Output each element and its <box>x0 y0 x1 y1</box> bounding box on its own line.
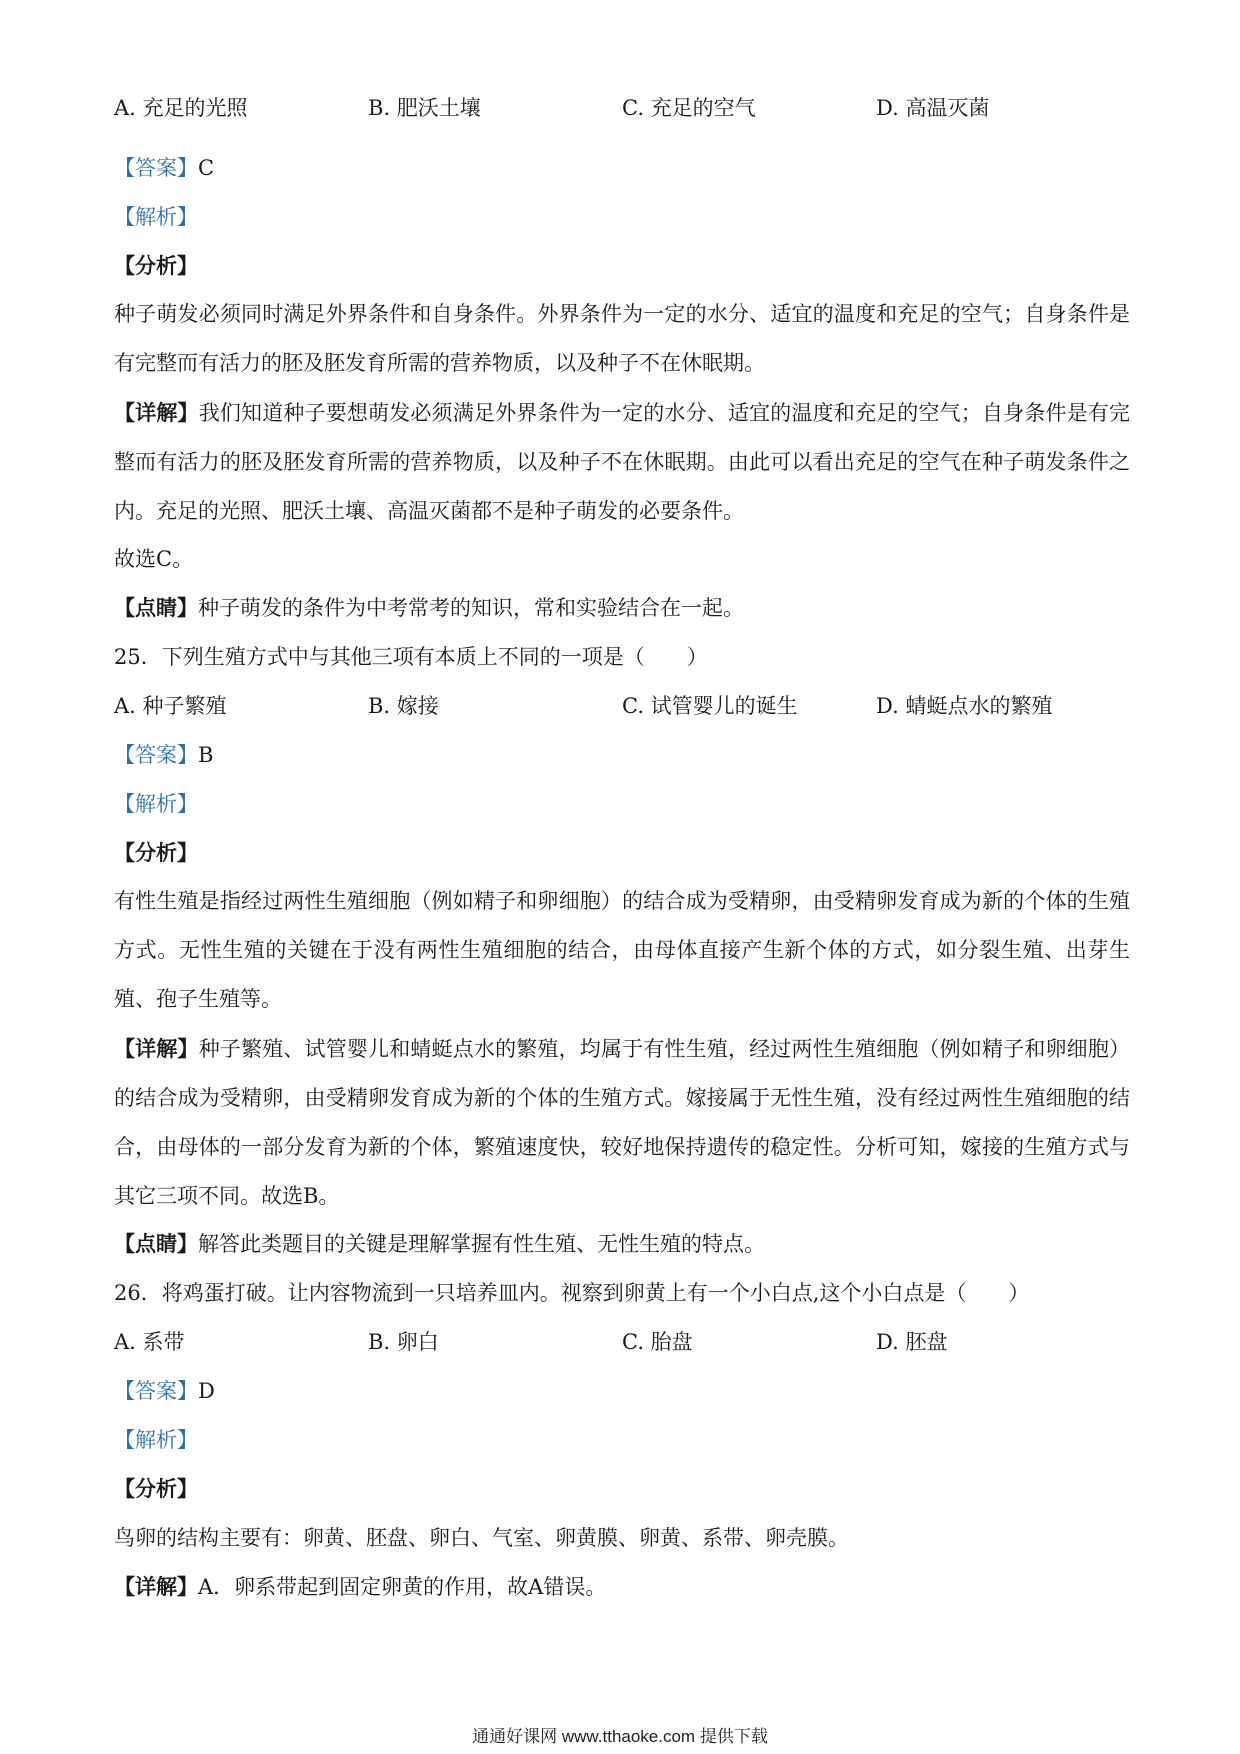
q26-question: 26．将鸡蛋打破。让内容物流到一只培养皿内。视察到卵黄上有一个小白点,这个小白点是（ ） <box>114 1281 1030 1305</box>
answer-value: D <box>198 1379 215 1403</box>
comment-tag: 【点睛】 <box>114 1231 198 1256</box>
page-footer: 通通好课网 www.tthaoke.com 提供下载 <box>472 1727 768 1746</box>
detail-tag: 【详解】 <box>114 1036 199 1061</box>
q26-option-b: B. 卵白 <box>368 1330 439 1354</box>
detail-text: A．卵系带起到固定卵黄的作用，故A错误。 <box>198 1575 607 1599</box>
answer-tag: 【答案】 <box>114 1379 198 1403</box>
q24-analysis-tag: 【解析】 <box>114 205 198 229</box>
q25-analysis-tag: 【解析】 <box>114 792 198 816</box>
q25-option-d: D. 蜻蜓点水的繁殖 <box>876 694 1053 718</box>
q25-option-b: B. 嫁接 <box>368 694 439 718</box>
q24-answer <box>114 154 214 182</box>
detail-text: 我们知道种子要想萌发必须满足外界条件为一定的水分、适宜的温度和充足的空气；自身条件是有完整而有活力的胚及胚发育所需的营养物质，以及种子不在休眠期。由此可以看出充足的空气在种子萌发条件之内。充足的光照、肥沃土壤、高温灭菌都不是种子萌发的必要条件。 <box>114 401 1131 523</box>
q26-analysis-tag: 【解析】 <box>114 1428 198 1452</box>
q26-option-c: C. 胎盘 <box>622 1330 693 1354</box>
q25-option-c: C. 试管婴儿的诞生 <box>622 694 798 718</box>
q25-fenxi-tag: 【分析】 <box>114 840 198 865</box>
q24-option-a: A. 充足的光照 <box>114 96 248 120</box>
q26-option-a: A. 系带 <box>114 1330 185 1354</box>
q25-comment <box>114 1230 765 1258</box>
detail-tag: 【详解】 <box>114 1574 198 1599</box>
q25-fenxi: 有性生殖是指经过两性生殖细胞（例如精子和卵细胞）的结合成为受精卵，由受精卵发育成为新的个体的生殖方式。无性生殖的关键在于没有两性生殖细胞的结合，由母体直接产生新个体的方式，如分裂生殖、出芽生殖、孢子生殖等。 <box>114 889 1130 1011</box>
q26-option-d: D. 胚盘 <box>876 1330 948 1354</box>
comment-text: 解答此类题目的关键是理解掌握有性生殖、无性生殖的特点。 <box>198 1232 765 1256</box>
comment-tag: 【点睛】 <box>114 595 198 620</box>
detail-tag: 【详解】 <box>114 400 199 425</box>
answer-value: B <box>198 743 214 767</box>
q26-answer <box>114 1377 215 1405</box>
detail-text: 种子繁殖、试管婴儿和蜻蜓点水的繁殖，均属于有性生殖，经过两性生殖细胞（例如精子和卵细胞）的结合成为受精卵，由受精卵发育成为新的个体的生殖方式。嫁接属于无性生殖，没有经过两性生殖细胞的结合，由母体的一部分发育为新的个体，繁殖速度快，较好地保持遗传的稳定性。分析可知，嫁接的生殖方式与其它三项不同。故选B。 <box>114 1037 1131 1208</box>
q24-detail <box>114 388 1130 536</box>
q24-comment <box>114 594 744 622</box>
q25-option-a: A. 种子繁殖 <box>114 694 227 718</box>
q25-answer <box>114 741 213 769</box>
comment-text: 种子萌发的条件为中考常考的知识，常和实验结合在一起。 <box>198 596 744 620</box>
q24-choose: 故选C。 <box>114 547 194 571</box>
q26-fenxi-tag: 【分析】 <box>114 1476 198 1501</box>
q24-option-b: B. 肥沃土壤 <box>368 96 481 120</box>
q24-fenxi: 种子萌发必须同时满足外界条件和自身条件。外界条件为一定的水分、适宜的温度和充足的空气；自身条件是有完整而有活力的胚及胚发育所需的营养物质，以及种子不在休眠期。 <box>114 302 1130 375</box>
q25-detail <box>114 1024 1130 1221</box>
q26-detail <box>114 1573 606 1601</box>
answer-tag: 【答案】 <box>114 743 198 767</box>
q25-question: 25．下列生殖方式中与其他三项有本质上不同的一项是（ ） <box>114 645 708 669</box>
q24-fenxi-tag: 【分析】 <box>114 253 198 278</box>
q24-option-d: D. 高温灭菌 <box>876 96 990 120</box>
q24-option-c: C. 充足的空气 <box>622 96 756 120</box>
answer-tag: 【答案】 <box>114 156 198 180</box>
answer-value: C <box>198 156 215 180</box>
q26-fenxi: 鸟卵的结构主要有：卵黄、胚盘、卵白、气室、卵黄膜、卵黄、系带、卵壳膜。 <box>114 1526 849 1550</box>
